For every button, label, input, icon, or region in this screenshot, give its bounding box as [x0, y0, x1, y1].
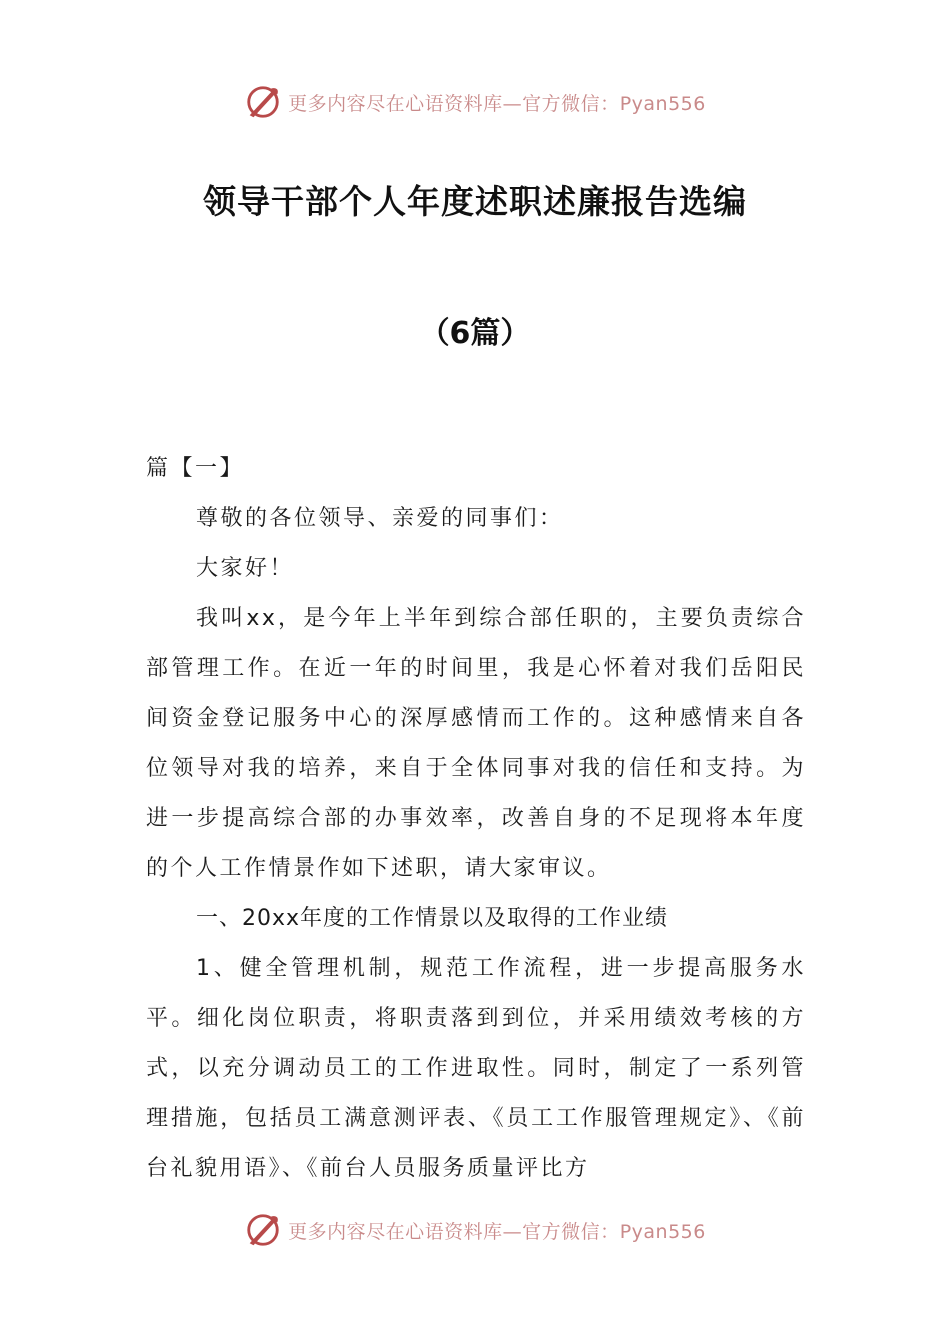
section-heading: 篇【一】: [146, 456, 245, 481]
quill-pen-logo-icon: [244, 1211, 282, 1249]
watermark-text: 更多内容尽在心语资料库—官方微信：Pyan556: [288, 92, 706, 115]
document-subtitle: （6篇）: [419, 316, 531, 351]
body-paragraph-intro: 我叫xx，是今年上半年到综合部任职的，主要负责综合部管理工作。在近一年的时间里，我是心怀着对我们岳阳民间资金登记服务中心的深厚感情而工作的。这种感情来自各位领导对我的培养，来自于全体同事对我的信任和支持。为进一步提高综合部的办事效率，改善自身的不足现将本年度的个人工作情景作如下述职，请大家审议。: [146, 606, 806, 881]
watermark-text: 更多内容尽在心语资料库—官方微信：Pyan556: [288, 1220, 706, 1243]
watermark-banner-top: [0, 80, 950, 124]
document-title: 领导干部个人年度述职述廉报告选编: [203, 182, 747, 221]
greeting: 大家好！: [196, 556, 295, 581]
section-subheading: 一、20xx年度的工作情景以及取得的工作业绩: [196, 906, 669, 931]
document-body: [146, 444, 806, 1194]
salutation: 尊敬的各位领导、亲爱的同事们：: [196, 506, 564, 531]
watermark-banner-bottom: [0, 1208, 950, 1252]
quill-pen-logo-icon: [244, 83, 282, 121]
body-paragraph-item-1: 1、健全管理机制，规范工作流程，进一步提高服务水平。细化岗位职责，将职责落到到位，并采用绩效考核的方式，以充分调动员工的工作进取性。同时，制定了一系列管理措施，包括员工满意测评表、《员工工作服管理规定》、《前台礼貌用语》、《前台人员服务质量评比方: [146, 956, 806, 1181]
